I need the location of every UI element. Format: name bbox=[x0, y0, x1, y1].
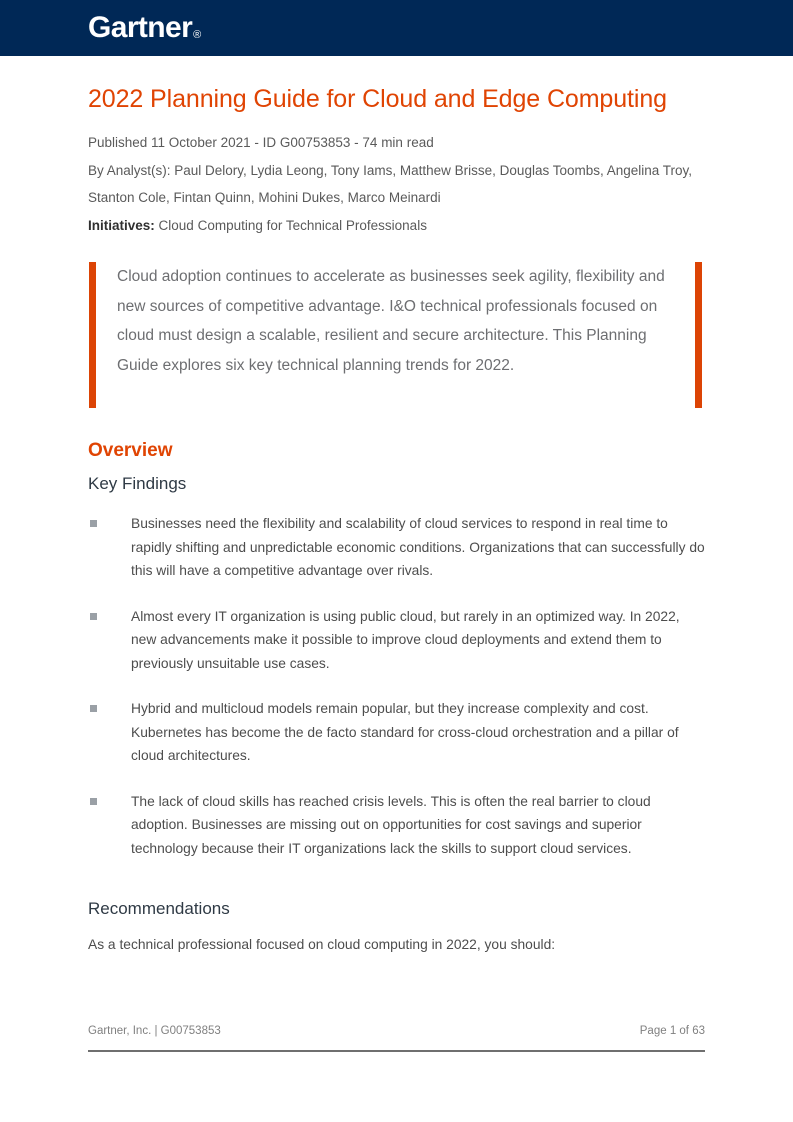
gartner-logo bbox=[88, 12, 200, 50]
callout-block bbox=[88, 262, 705, 408]
square-bullet-icon bbox=[90, 520, 97, 527]
initiatives-label: Initiatives: bbox=[88, 218, 155, 233]
list-item-text: The lack of cloud skills has reached crisis levels. This is often the real barrier to cloud adoption. Businesses are missing out on opportunities for cost savings and superior technology because their IT organizations lack the skills to support cloud services. bbox=[131, 793, 651, 856]
key-findings-list bbox=[88, 512, 705, 860]
footer-row bbox=[88, 1023, 705, 1039]
subsection-heading-key-findings: Key Findings bbox=[88, 474, 187, 493]
list-item bbox=[88, 790, 705, 861]
footer-divider bbox=[88, 1050, 705, 1052]
list-item bbox=[88, 605, 705, 676]
square-bullet-icon bbox=[90, 613, 97, 620]
published-line: Published 11 October 2021 - ID G00753853 - 74 min read bbox=[88, 135, 434, 150]
authors-line: By Analyst(s): Paul Delory, Lydia Leong, Tony Iams, Matthew Brisse, Douglas Toombs, Angelina Troy, Stanton Cole, Fintan Quinn, Mohini Dukes, Marco Meinardi bbox=[88, 163, 693, 205]
page-title: 2022 Planning Guide for Cloud and Edge Computing bbox=[88, 85, 667, 113]
list-item-text: Businesses need the flexibility and scalability of cloud services to respond in real time to rapidly shifting and unpredictable economic conditions. Organizations that can successfully do this will have a competitive advantage over rivals. bbox=[131, 516, 705, 578]
list-item-text: Hybrid and multicloud models remain popular, but they increase complexity and cost. Kubernetes has become the de facto standard for cross-cloud orchestration and a pillar of cloud architectures. bbox=[131, 701, 679, 763]
callout-left-bar bbox=[89, 262, 96, 408]
subsection-heading-recommendations: Recommendations bbox=[88, 899, 230, 918]
document-content bbox=[88, 56, 705, 957]
gartner-logo-text: Gartner bbox=[88, 11, 193, 44]
initiatives-value: Cloud Computing for Technical Professionals bbox=[158, 218, 427, 233]
page-header-band bbox=[0, 0, 793, 56]
section-heading-overview: Overview bbox=[88, 440, 173, 461]
footer-page-number: Page 1 of 63 bbox=[639, 1025, 705, 1037]
callout-text: Cloud adoption continues to accelerate as businesses seek agility, flexibility and new sources of competitive advantage. I&O technical professionals focused on cloud must design a scalable, resilient and secure architecture. This Planning Guide explores six key technical planning trends for 2022. bbox=[117, 268, 665, 374]
list-item bbox=[88, 512, 705, 583]
list-item bbox=[88, 697, 705, 768]
initiatives-line bbox=[88, 212, 705, 239]
page-footer bbox=[88, 1023, 705, 1055]
square-bullet-icon bbox=[90, 798, 97, 805]
recommendations-intro: As a technical professional focused on cloud computing in 2022, you should: bbox=[88, 937, 556, 952]
list-item-text: Almost every IT organization is using public cloud, but rarely in an optimized way. In 2022, new advancements make it possible to improve cloud deployments and extend them to previously unsuitable use cases. bbox=[131, 608, 680, 671]
callout-right-bar bbox=[695, 262, 702, 408]
registered-trademark-icon: ® bbox=[193, 29, 201, 41]
square-bullet-icon bbox=[90, 705, 97, 712]
footer-left-text: Gartner, Inc. | G00753853 bbox=[88, 1025, 221, 1037]
